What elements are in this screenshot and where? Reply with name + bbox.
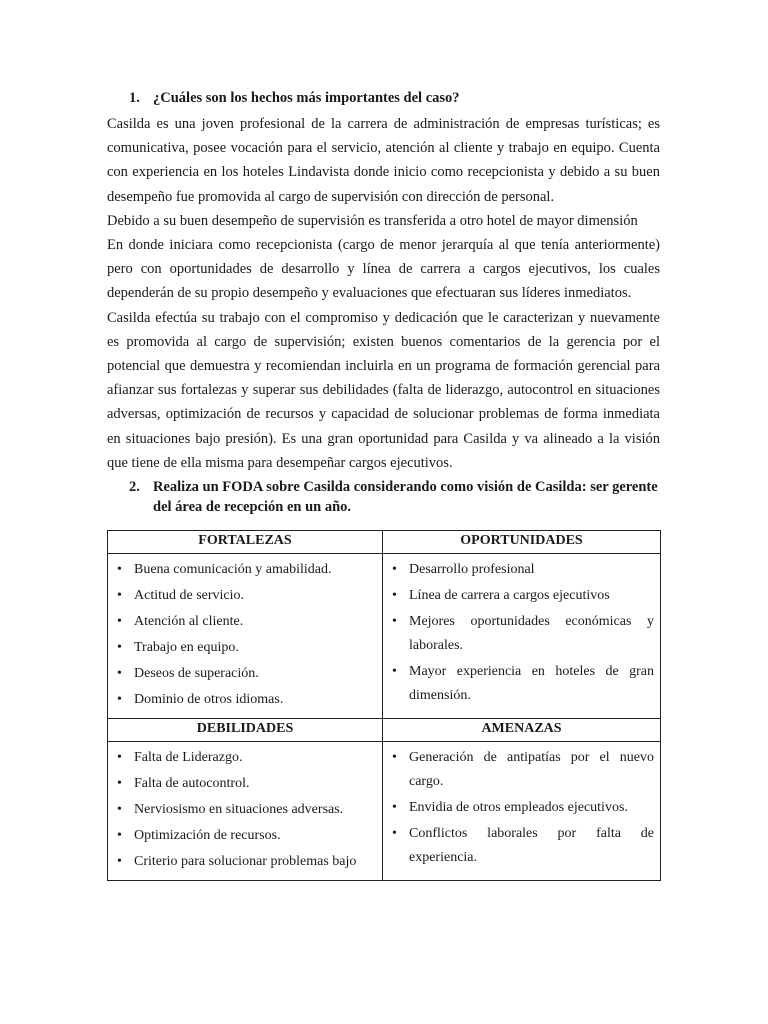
list-item: • Conflictos laborales por falta de experiencia. [383,822,654,870]
oportunidades-list [383,554,660,714]
question-2-heading [107,477,660,517]
list-item: • Optimización de recursos. [108,824,376,848]
list-item: • Línea de carrera a cargos ejecutivos [383,584,654,608]
list-item: • Buena comunicación y amabilidad. [108,558,376,582]
foda-header-row-bottom [108,719,661,742]
fortalezas-list [108,554,382,718]
question-1-number: 1. [129,90,140,106]
list-item: • Desarrollo profesional [383,558,654,582]
paragraph-2: Debido a su buen desempeño de supervisión es transferida a otro hotel de mayor dimensión [107,212,638,229]
list-item: • Nerviosismo en situaciones adversas. [108,798,376,822]
oportunidades-cell [383,554,661,719]
list-item: • Falta de autocontrol. [108,772,376,796]
debilidades-cell [108,742,383,881]
list-item: • Dominio de otros idiomas. [108,688,376,712]
paragraph-3: En donde iniciara como recepcionista (cargo de menor jerarquía al que tenía anteriormente) pero con oportunidades de desarrollo y línea de carrera a cargos ejecutivos, los cuales dependerán de su propio desempeño y evaluaciones que efectuaran sus líderes inmediatos. [107,237,660,302]
amenazas-list [383,742,660,876]
list-item: • Atención al cliente. [108,610,376,634]
amenazas-header: AMENAZAS [383,719,661,742]
list-item: • Mejores oportunidades económicas y laborales. [383,610,654,658]
paragraph-1: Casilda es una joven profesional de la carrera de administración de empresas turísticas; es comunicativa, posee vocación para el servicio, atención al cliente y trabajo en equipo. Cuenta con experiencia en los hoteles Lindavista donde inicio como recepcionista y debido a su buen desempeño fue promovida al cargo de supervisión con dirección de personal. [107,116,660,205]
debilidades-list [108,742,382,880]
foda-content-row-bottom [108,742,661,881]
list-item: • Actitud de servicio. [108,584,376,608]
list-item: • Deseos de superación. [108,662,376,686]
list-item: • Envidia de otros empleados ejecutivos. [383,796,654,820]
foda-content-row-top [108,554,661,719]
foda-header-row-top [108,531,661,554]
question-1-heading [107,88,660,108]
list-item: • Trabajo en equipo. [108,636,376,660]
question-2-title: Realiza un FODA sobre Casilda considerando como visión de Casilda: ser gerente del área de recepción en un año. [153,479,658,516]
list-item: • Criterio para solucionar problemas bajo [108,850,376,874]
paragraph-4: Casilda efectúa su trabajo con el compromiso y dedicación que le caracterizan y nuevamente es promovida al cargo de supervisión; existen buenos comentarios de la gerencia por el potencial que demuestra y recomiendan incluirla en un programa de formación gerencial para afianzar sus fortalezas y superar sus debilidades (falta de liderazgo, autocontrol en situaciones adversas, optimización de recursos y capacidad de solucionar problemas de forma inmediata en situaciones bajo presión). Es una gran oportunidad para Casilda y va alineado a la visión que tiene de ella misma para desempeñar cargos ejecutivos. [107,309,660,471]
debilidades-header: DEBILIDADES [108,719,383,742]
oportunidades-header: OPORTUNIDADES [383,531,661,554]
list-item: • Mayor experiencia en hoteles de gran dimensión. [383,660,654,708]
amenazas-cell [383,742,661,881]
question-2-number: 2. [129,479,140,496]
list-item: • Generación de antipatías por el nuevo cargo. [383,746,654,794]
question-1-title: ¿Cuáles son los hechos más importantes del caso? [153,90,460,106]
document-page [107,88,660,881]
foda-table [107,530,661,881]
list-item: • Falta de Liderazgo. [108,746,376,770]
fortalezas-header: FORTALEZAS [108,531,383,554]
fortalezas-cell [108,554,383,719]
